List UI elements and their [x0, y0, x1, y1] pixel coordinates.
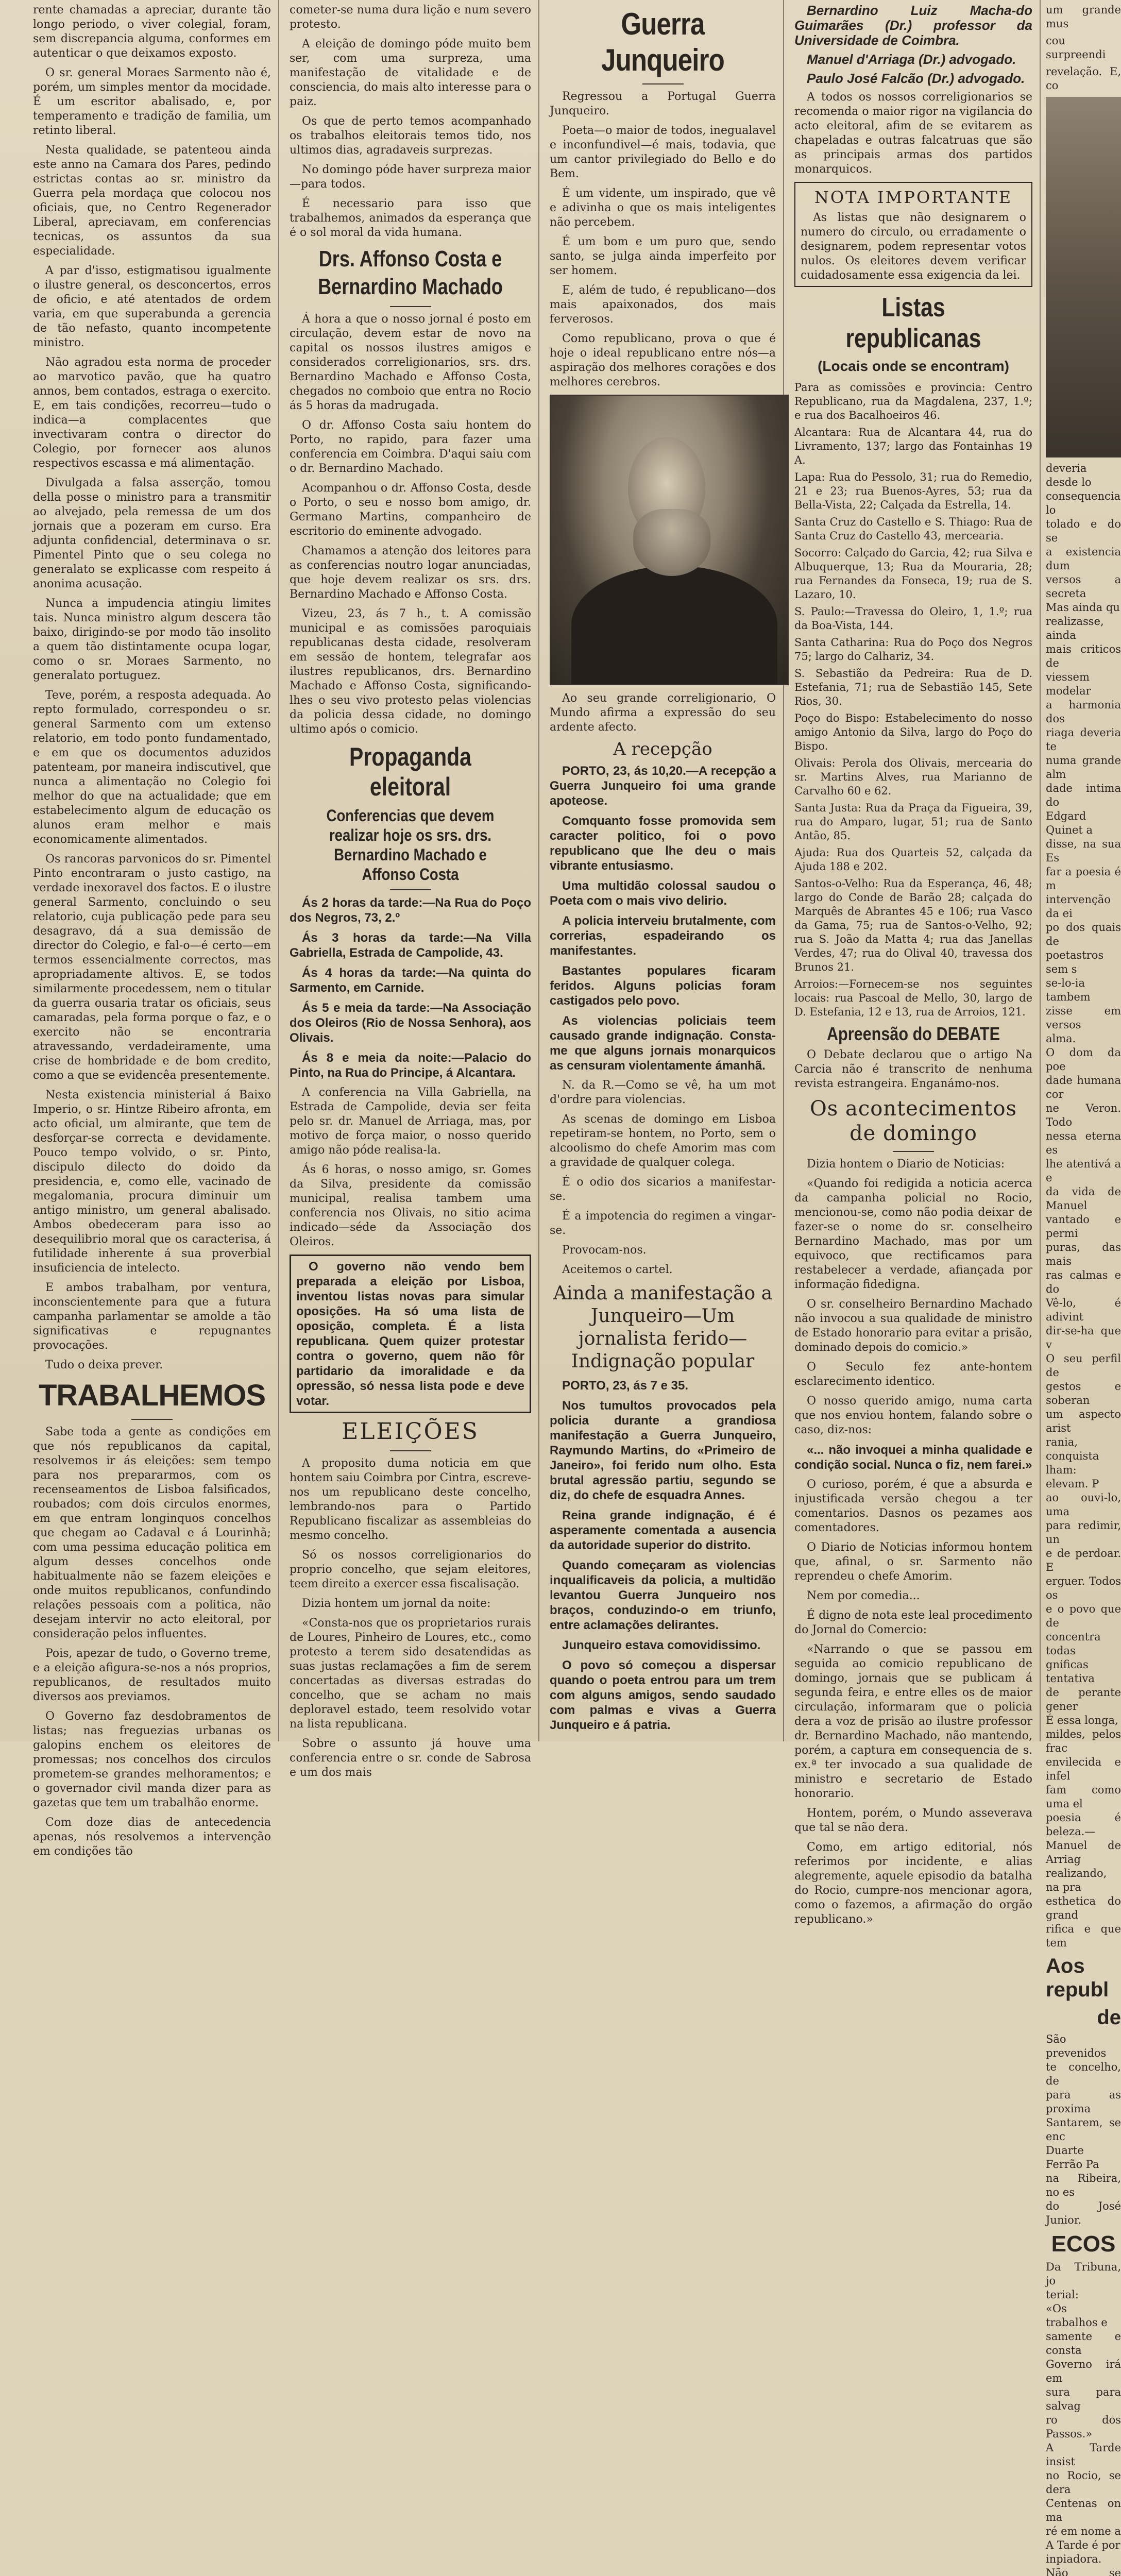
- paragraph: Nem por comedia...: [807, 1589, 920, 1602]
- fragment: na Ribeira, no es: [1046, 2172, 1121, 2198]
- headline-recepcao: A recepção: [613, 739, 712, 759]
- candidate-line: Bernardino Luiz Macha-do Guimarães (Dr.) professor da Universidade de Coimbra.: [794, 3, 1032, 48]
- conference-item: Ás 8 e meia da noite:—Palacio do Pinto, na Rua do Principe, á Alcantara.: [290, 1051, 531, 1080]
- list-item: S. Sebastião da Pedreira: Rua de D. Estefania, 71; rua de Sebastião 145, Sete Rios, 30.: [794, 667, 1032, 707]
- fragment: gnificas tentativa: [1046, 1658, 1095, 1685]
- paragraph: Divulgada a falsa asserção, tomou della posse o ministro para a transmitir ao alvejado, pela remessa de um dos jornais que a pozeram em curso. Era adjunta confidencial, determinava o sr. Pimentel Pinto que o seu colega no generalato se explicasse com respeito á anonima acusação.: [33, 477, 271, 590]
- fragment: ré em nome a: [1046, 2525, 1121, 2537]
- report-line: PORTO, 23, ás 10,20.—A recepção a Guerra Junqueiro foi uma grande apoteose.: [550, 764, 776, 808]
- fragment: samente e consta: [1046, 2330, 1121, 2357]
- paragraph: As scenas de domingo em Lisboa repetiram-se hontem, no Porto, sem o alcoolismo do chefe Amorim mas com a gravidade de qualquer colega.: [550, 1113, 776, 1169]
- paragraph: Tudo o deixa prever.: [45, 1359, 163, 1371]
- fragment: da vida de Manuel: [1046, 1185, 1121, 1212]
- fragment: Mas ainda qu: [1046, 601, 1120, 614]
- headline-nota: NOTA IMPORTANTE: [814, 188, 1013, 207]
- paragraph: Nunca a impudencia atingiu limites tais. Nunca ministro algum descera tão baixo, dirigindo-se por modo tão insolito a quem tão distintamente ocupa logar, como o sr. Moraes Sarmento, no generalato portuguez.: [33, 597, 271, 682]
- paragraph: Os que de perto temos acompanhado os trabalhos eleitorais temos tido, nos ultimos dias, agradaveis surprezas.: [290, 115, 531, 157]
- portrait-coat: [571, 566, 777, 684]
- paragraph: É o odio dos sicarios a manifestar-se.: [550, 1176, 776, 1203]
- headline-drs: Drs. Affonso Costa e Bernardino Machado: [318, 246, 503, 299]
- paragraph: É um bom e um puro que, sendo santo, se julga ainda imperfeito por ser homem.: [550, 235, 776, 277]
- paragraph: Dizia hontem o Diario de Noticias:: [807, 1158, 1005, 1171]
- fragment: envilecida e infel: [1046, 1756, 1121, 1782]
- paragraph: A proposito duma noticia em que hontem saiu Coimbra por Cintra, escreve-nos um republicano deste concelho, lembrando-nos para o Partido Republicano fiscalizar as assembleias do mesmo concelho.: [290, 1457, 531, 1542]
- paragraph: Com doze dias de antecedencia apenas, nós resolvemos a intervenção em condições tão: [33, 1816, 271, 1858]
- fragment: e de perdoar. E: [1046, 1547, 1121, 1573]
- fragment: Duarte Ferrão Pa: [1046, 2144, 1099, 2171]
- headline-eleicoes: ELEIÇÕES: [342, 1418, 479, 1445]
- fragment: do José Junior.: [1046, 2200, 1121, 2226]
- paragraph: E ambos trabalham, por ventura, inconscientemente para que a futura campanha parlamentar se amolde a tão significativas e repugnantes provocações.: [33, 1281, 271, 1352]
- fragment: se-lo-ia tambem: [1046, 977, 1091, 1003]
- paragraph: Regressou a Portugal Guerra Junqueiro.: [550, 90, 776, 117]
- fragment: lham: elevam. P: [1046, 1464, 1099, 1490]
- paragraph: É um vidente, um inspirado, que vê e adivinha o que os mais inteligentes não percebem.: [550, 187, 776, 229]
- paragraph: Ao seu grande correligionario, O Mundo afirma a expressão do seu ardente afecto.: [550, 692, 776, 734]
- report-line: Junqueiro estava comovidissimo.: [562, 1638, 761, 1652]
- subheadline-conferencias: Conferencias que devem realizar hoje os srs. drs. Bernardino Machado e Affonso Costa: [326, 806, 495, 884]
- fragment: realizasse, ainda: [1046, 615, 1104, 641]
- list-item: Santos-o-Velho: Rua da Esperança, 46, 48; largo do Conde de Barão 28; calçada do Marquês de Abrantes 45 e 106; rua Vasco da Gama, 75; rua de Santos-o-Velho, 92; rua S. João da Matta 4; rua das Janellas Verdes, 47; rua do Olival 40, travessa dos Brunos 21.: [794, 877, 1032, 973]
- fragment: um aspecto arist: [1046, 1408, 1121, 1434]
- report-line: Reina grande indignação, é é asperamente comentada a ausencia da autoridade superior do distrito.: [550, 1509, 776, 1552]
- paragraph: Só os nossos correligionarios do proprio concelho, que sejam eleitores, teem direito a exercer essa fiscalisação.: [290, 1549, 531, 1590]
- paragraph: «Consta-nos que os proprietarios rurais de Loures, Pinheiro de Loures, etc., como protesto a terem sido desatendidas as suas justas reclamações a fim de serem concertadas as diversas estradas do concelho, que se acham no mais deploravel estado, teem resolvido votar na lista republicana.: [290, 1617, 531, 1731]
- fragment: a existencia dum: [1046, 546, 1121, 572]
- paragraph: Sabe toda a gente as condições em que nós republicanos da capital, resolvemos ir ás eleições: sem tempo para nos prepararmos, com os recenseamentos de Lisboa falsificados, roubados; com dois circulos enormes, em que entram longinquos concelhos que chegam ao Cadaval e á Lourinhã; com uma pessima educação politica em algum desses concelhos onde habitualmente não se fazem eleições e onde muitos republicanos, confundindo relações pessoais com a politica, não desejam intervir no acto eleitoral, por consideração pelos influentes.: [33, 1426, 271, 1640]
- fragment: a harmonia dos: [1046, 699, 1121, 725]
- fragment: consequencia lo: [1046, 490, 1121, 516]
- list-item: Para as comissões e provincia: Centro Republicano, rua da Magdalena, 237, 1.º; e rua dos Bacalhoeiros 46.: [794, 381, 1032, 421]
- fragment: puras, das mais: [1046, 1241, 1121, 1267]
- paragraph: O Debate declarou que o artigo Na Carcia não é transcrito de nenhuma revista estrangeira. Enganámo-nos.: [794, 1048, 1032, 1090]
- list-item: Santa Cruz do Castello e S. Thiago: Rua de Santa Cruz do Castello 43, mercearia.: [794, 516, 1032, 542]
- subheadline-locais: (Locais onde se encontram): [818, 358, 1009, 374]
- paragraph: É necessario para isso que trabalhemos, animados da esperança que é o sol moral da vida humana.: [290, 197, 531, 239]
- fragment: ne Veron. Todo: [1046, 1102, 1121, 1128]
- column-5: [1043, 0, 1121, 2576]
- headline-republicanos-2: de: [1097, 2006, 1121, 2029]
- fragment: disse, na sua Es: [1046, 838, 1121, 864]
- fragment: po dos quais de: [1046, 921, 1121, 947]
- report-line: PORTO, 23, ás 7 e 35.: [562, 1379, 689, 1393]
- paragraph: E, além de tudo, é republicano—dos mais apaixonados, dos mais ferverosos.: [550, 284, 776, 326]
- paragraph: Hontem, porém, o Mundo asseverava que tal se não dera.: [794, 1807, 1032, 1834]
- fragment: nessa eterna es: [1046, 1130, 1121, 1156]
- headline-listas: Listas republicanas: [845, 293, 981, 353]
- column-1: [26, 0, 278, 1858]
- paragraph: O Governo faz desdobramentos de listas; nas freguezias urbanas os galopins enchem os eleitores de promessas; nos concelhos dos circulos prometem-se grandes melhoramentos; e o governador civil manda dizer para as gazetas que tem um trabalhão enorme.: [33, 1710, 271, 1809]
- fragment: far a poesia é m: [1046, 866, 1121, 892]
- paragraph: Nesta qualidade, se patenteou ainda este anno na Camara dos Pares, pedindo estrictas contas ao sr. ministro da Guerra pela mordaça que colocou nos oficiais, que, no Centro Regenerador Liberal, apreciavam, em conferencias tecnicas, os assuntos da sua especialidade.: [33, 144, 271, 258]
- fragment: Edgard Quinet a: [1046, 810, 1093, 836]
- list-item: S. Paulo:—Travessa do Oleiro, 1, 1.º; rua da Boa-Vista, 144.: [794, 605, 1032, 632]
- report-line: Uma multidão colossal saudou o Poeta com o mais vivo delirio.: [550, 879, 776, 908]
- fragment: Vê-lo, é adivint: [1046, 1297, 1121, 1323]
- fragment: te concelho, de: [1046, 2061, 1121, 2087]
- fragment: riaga deveria te: [1046, 726, 1121, 753]
- paragraph: «Narrando o que se passou em seguida ao comicio republicano de domingo, jornais que se publicam á segunda feira, e entre elles os de maior circulação, informaram que o policia dera a voz de prisão ao ilustre professor dr. Bernardino Machado, não mantendo, porém, a captura em consequencia de s. ex.ª ter invocado a sua qualidade de ministro e secretario de Estado honorario.: [794, 1643, 1032, 1800]
- fragment: ao ouvi-lo, uma: [1046, 1492, 1121, 1518]
- paragraph: O Diario de Noticias informou hontem que, afinal, o sr. Sarmento não reprendeu o chefe Amorim.: [794, 1541, 1032, 1583]
- fragment: versos a secreta: [1046, 573, 1121, 600]
- column-3: [542, 0, 783, 1741]
- paragraph: O sr. general Moraes Sarmento não é, porém, um simples mentor da mocidade. É um escritor abalisado, e, por temperamento e tradição de familia, um retinto liberal.: [33, 66, 271, 137]
- fragment: rifica e que tem: [1046, 1923, 1121, 1949]
- report-line: Bastantes populares ficaram feridos. Alguns policias foram castigados pelo povo.: [550, 964, 776, 1008]
- fragment: gestos e soberan: [1046, 1380, 1121, 1406]
- fragment: um grande mus: [1046, 4, 1121, 30]
- portrait-fragment: [1046, 97, 1121, 457]
- fragment: lhe atentivá a e: [1046, 1158, 1121, 1184]
- fragment: para redimir, un: [1046, 1519, 1121, 1546]
- fragment: A Tarde é por: [1046, 2539, 1120, 2551]
- notice-text: O governo não vendo bem preparada a eleição por Lisboa, inventou listas novas para simular oposições. Ha só uma lista de oposição, completa. É a lista republicana. Quem quizer protestar contra o governo, quem não fôr partidario da imoralidade e da opressão, só nessa lista pode e deve votar.: [296, 1260, 524, 1408]
- notice-box: [794, 182, 1032, 287]
- list-item: Alcantara: Rua de Alcantara 44, rua do Livramento, 137; largo das Fontainhas 19 A.: [794, 426, 1032, 466]
- fragment: numa grande alm: [1046, 754, 1121, 781]
- fragment: O seu perfil de: [1046, 1352, 1121, 1379]
- fragment: dade intima do: [1046, 782, 1121, 808]
- paragraph: Pois, apezar de tudo, o Governo treme, e a eleição afigura-se-nos a nós proprios, republicanos, de resultados muito diversos aos previamos.: [33, 1647, 271, 1703]
- fragment: São prevenidos: [1046, 2033, 1107, 2059]
- fragment: para as proxima: [1046, 2089, 1121, 2115]
- paragraph: N. da R.—Como se vê, ha um mot d'ordre para violencias.: [550, 1079, 776, 1106]
- list-item: Santa Justa: Rua da Praça da Figueira, 39, rua do Amparo, lugar, 51; rua de Santo Antão, 85.: [794, 802, 1032, 842]
- junqueiro-portrait: [550, 395, 789, 685]
- fragment: A Tarde insist: [1046, 2442, 1121, 2468]
- paragraph: Chamamos a atenção dos leitores para as conferencias noutro logar anunciadas, que hoje devem realizar os srs. drs. Bernardino Machado e Affonso Costa.: [290, 545, 531, 601]
- fragment: «Os trabalhos e: [1046, 2302, 1108, 2329]
- paragraph: Sobre o assunto já houve uma conferencia entre o sr. conde de Sabrosa e um dos mais: [290, 1737, 531, 1779]
- separator: [893, 1151, 934, 1152]
- paragraph: No domingo póde haver surpreza maior—para todos.: [290, 163, 531, 191]
- fragment: de perante gener: [1046, 1686, 1121, 1713]
- headline-apreensao: Apreensão do DEBATE: [826, 1023, 1000, 1044]
- paragraph: Como, em artigo editorial, nós referimos por incidente, e alias alegremente, aquele episodio da batalha do Rocio, cumpre-nos mencionar agora, como o fazemos, a afirmação do orgão republicano.»: [794, 1841, 1032, 1926]
- conference-item: Ás 4 horas da tarde:—Na quinta do Sarmento, em Carnide.: [290, 966, 531, 995]
- report-line: Comquanto fosse promovida sem caracter politico, foi o povo republicano que lhe deu o mais vibrante entusiasmo.: [550, 814, 776, 873]
- fragment: tolado e do se: [1046, 518, 1121, 544]
- fragment-list: [1046, 462, 1121, 1950]
- paragraph: Vizeu, 23, ás 7 h., t. A comissão municipal e as comissões paroquiais republicanas desta cidade, resolveram em sessão de hontem, telegrafar aos ilustres republicanos, drs. Bernardino Machado e Affonso Costa, significando-lhes o seu vivo protesto pelas violencias da policia dessa cidade, no domingo ultimo após o comicio.: [290, 607, 531, 736]
- paragraph: Á hora a que o nosso jornal é posto em circulação, devem estar de novo na capital os nossos ilustres amigos e considerados correligionarios, srs. drs. Bernardino Machado e Affonso Costa, chegados no comboio que entra no Rocio ás 5 horas da madrugada.: [290, 313, 531, 412]
- quote: «... não invoquei a minha qualidade e condição social. Nunca o fiz, nem farei.»: [794, 1443, 1032, 1472]
- fragment: revelação. E, co: [1046, 65, 1121, 92]
- fragment: zisse em versos: [1046, 1005, 1121, 1031]
- fragment: O dom da poe: [1046, 1046, 1121, 1073]
- column-rule: [783, 0, 784, 1741]
- list-item: Socorro: Calçado do Garcia, 42; rua Silva e Albuquerque, 13; Rua da Mouraria, 28; rua Fernandes da Fonseca, 19; rua de S. Lazaro, 10.: [794, 547, 1032, 601]
- paragraph: O dr. Affonso Costa saiu hontem do Porto, no rapido, para fazer uma conferencia em Coimbra. D'aqui saiu com o dr. Bernardino Machado.: [290, 419, 531, 475]
- fragment: deveria desde lo: [1046, 462, 1092, 488]
- fragment: poetastros sem s: [1046, 949, 1104, 975]
- report-line: Quando começaram as violencias inqualificaveis da policia, a multidão levantou Guerra Junqueiro nos braços, conduzindo-o em triunfo, entre aclamações delirantes.: [550, 1558, 776, 1632]
- separator: [131, 1419, 173, 1420]
- list-item: Poço do Bispo: Estabelecimento do nosso amigo Antonio da Silva, largo do Poço do Bispo.: [794, 712, 1032, 752]
- separator: [390, 889, 431, 890]
- paragraph: Nesta existencia ministerial á Baixo Imperio, o sr. Hintze Ribeiro afronta, em acto oficial, um almirante, que tem de desforçar-se correcta e devidamente. Pouco tempo volvido, o sr. Pinto, discipulo dilecto do doido da presidencia, e, como elle, vacinado de megalomania, procura diminuir um antigo ministro, um general abalisado. Ambos obedeceram para isso ao desequilibrio moral que os caracterisa, á futilidade inherente á sua proverbial insuficiencia de intelecto.: [33, 1089, 271, 1275]
- paragraph: O curioso, porém, é que a absurda e injustificada versão chegou a ter comentarios. Dasnos os pezames aos comentadores.: [794, 1478, 1032, 1534]
- list-item: Ajuda: Rua dos Quarteis 52, calçada da Ajuda 188 e 202.: [794, 846, 1032, 873]
- paragraph: A todos os nossos correligionarios se recomenda o maior rigor na vigilancia do acto eleitoral, afim de se evitarem as chapeladas e outras falcatruas que são as principais armas dos partidos monarquicos.: [794, 91, 1032, 176]
- headline-trabalhemos: TRABALHEMOS: [38, 1379, 266, 1412]
- column-rule: [1040, 0, 1041, 1741]
- fragment: poesia é beleza.—: [1046, 1811, 1121, 1838]
- fragment: Santarem, se enc: [1046, 2116, 1121, 2143]
- separator: [642, 83, 684, 84]
- fragment: Não se: [1046, 2567, 1121, 2576]
- paragraph: A conferencia na Villa Gabriella, na Estrada de Campolide, devia ser feita pelo sr. dr. Manuel de Arriaga, mas, por motivo de força maior, o nosso querido amigo não póde realisa-la.: [290, 1086, 531, 1157]
- separator: [390, 1450, 431, 1451]
- list-item: Santa Catharina: Rua do Poço dos Negros 75; largo do Calhariz, 34.: [794, 636, 1032, 663]
- conference-item: Ás 5 e meia da tarde:—Na Associação dos Oleiros (Rio de Nossa Senhora), aos Olivais.: [290, 1001, 531, 1045]
- headline-ecos: ECOS: [1051, 2231, 1116, 2257]
- paragraph: É digno de nota este leal procedimento do Jornal do Comercio:: [794, 1609, 1032, 1636]
- paragraph: Como republicano, prova o que é hoje o ideal republicano entre nós—a aspiração dos melhores corações e dos melhores cerebros.: [550, 332, 776, 388]
- paragraph: Provocam-nos.: [562, 1244, 647, 1257]
- fragment: Da Tribuna, jo: [1046, 2261, 1121, 2287]
- paragraph: Aceitemos o cartel.: [562, 1263, 673, 1276]
- fragment: vantado e permi: [1046, 1213, 1121, 1240]
- report-line: Nos tumultos provocados pela policia durante a grandiosa manifestação a Guerra Junqueiro, Raymundo Martins, do «Primeiro de Janeiro», foi ferido num olho. Esta brutal agressão partiu, segundo se diz, do chefe de esquadra Annes.: [550, 1399, 776, 1502]
- paragraph: rente chamadas a apreciar, durante tão longo periodo, o viver colegial, foram, sem discrepancia alguma, conformes em autenticar o que deixamos exposto.: [33, 4, 271, 60]
- fragment: alma.: [1046, 1032, 1076, 1045]
- paragraph: «Quando foi redigida a noticia acerca da campanha policial no Rocio, mencionou-se, como não podia deixar de fazer-se o nome do sr. conselheiro Bernardino Machado, mas por um equivoco, que rectificamos para restabelecer a verdade, afiançada por informação fidedigna.: [794, 1177, 1032, 1291]
- paragraph: Os rancoras parvonicos do sr. Pimentel Pinto encontraram o justo castigo, na verdade inexoravel dos factos. E o ilustre general Sarmento, concluindo o seu relatorio, cuja publicação pede para seu desagravo, dá a sua demissão de director do Colegio, e fal-o—é certo—em termos essencialmente correctos, mas apropriadamente altivos. E, se todos similarmente procedessem, nem o titular da guerra ousaria tratar os oficiais, seus camaradas, pela forma porque o faz, e o exercito não se encontraria atravessando, verdadeiramente, uma crise de hombridade e de bom credito, como a que se evidencêa presentemente.: [33, 853, 271, 1082]
- fragment: erguer. Todos os: [1046, 1575, 1121, 1601]
- portrait-beard: [633, 509, 710, 576]
- separator: [390, 306, 431, 307]
- fragment-list: [1046, 2260, 1121, 2576]
- fragment: concentra todas: [1046, 1631, 1101, 1657]
- fragment: esthetica do grand: [1046, 1895, 1121, 1921]
- column-rule: [538, 0, 539, 1741]
- paragraph: Ás 6 horas, o nosso amigo, sr. Gomes da Silva, presidente da comissão municipal, realisa tambem uma conferencia nos Olivais, no sitio acima indicado—séde da Associação dos Oleiros.: [290, 1163, 531, 1248]
- headline-acontecimentos: Os acontecimentos de domingo: [809, 1097, 1017, 1145]
- fragment: mildes, pelos frac: [1046, 1728, 1121, 1754]
- paragraph: Não agradou esta norma de proceder ao marvotico pavão, que ha quatro annos, bem contados, estraga o exercito. E, em tais condições, recorreu—tudo o indica—a complacentes que invectivaram contra o director do Colegio, por fornecer aos alunos respectivos escassa e má alimentação.: [33, 356, 271, 470]
- fragment: ro dos Passos.»: [1046, 2414, 1121, 2440]
- fragment: inpiadora.: [1046, 2553, 1102, 2565]
- paragraph: Teve, porém, a resposta adequada. Ao repto formulado, correspondeu o sr. general Sarmento com um extenso relatorio, em todo ponto fundamentado, e em que os documentos aduzidos patenteam, por maneira indiscutivel, que nunca a alimentação no Colegio foi melhor do que na actualidade; que em estabelecimento algum de educação os alunos eram melhor e mais economicamente alimentados.: [33, 689, 271, 846]
- paragraph: O nosso querido amigo, numa carta que nos enviou hontem, falando sobre o caso, diz-nos:: [794, 1395, 1032, 1436]
- fragment: sura para salvag: [1046, 2386, 1121, 2412]
- paragraph: O Seculo fez ante-hontem esclarecimento identico.: [794, 1361, 1032, 1388]
- fragment: rania, conquista: [1046, 1436, 1099, 1462]
- list-item: Arroios:—Fornecem-se nos seguintes locais: rua Pascoal de Mello, 30, largo de D. Estefania, 12 e 13, rua de Arroios, 121.: [794, 978, 1032, 1018]
- report-line: A policia interveiu brutalmente, com correrias, espadeirando os manifestantes.: [550, 914, 776, 958]
- fragment: Governo irá em: [1046, 2358, 1121, 2384]
- fragment: fam como uma el: [1046, 1784, 1121, 1810]
- paragraph: Poeta—o maior de todos, inegualavel e inconfundivel—é mais, todavia, que um cantor privilegiado do Bello e do Bem.: [550, 124, 776, 180]
- fragment: dade humana cor: [1046, 1074, 1121, 1100]
- column-rule: [278, 0, 279, 1741]
- fragment: Centenas on ma: [1046, 2497, 1121, 2523]
- paragraph: cometer-se numa dura lição e num severo protesto.: [290, 4, 531, 31]
- fragment: realizando, na pra: [1046, 1867, 1107, 1893]
- paragraph: É a impotencia do regimen a vingar-se.: [550, 1210, 776, 1237]
- candidate-line: Manuel d'Arriaga (Dr.) advogado.: [807, 52, 1016, 67]
- paragraph: O sr. conselheiro Bernardino Machado não invocou a sua qualidade de ministro de Estado honorario para evitar a prisão, dominado depois do comicio.»: [794, 1298, 1032, 1354]
- headline-ainda: Ainda a manifestação a Junqueiro—Um jornalista ferido—Indignação popular: [553, 1283, 773, 1372]
- headline-republicanos: Aos republ: [1046, 1955, 1109, 2001]
- column-4: [787, 0, 1040, 1926]
- fragment: dir-se-ha que v: [1046, 1325, 1121, 1351]
- candidate-line: Paulo José Falcão (Dr.) advogado.: [807, 71, 1025, 86]
- fragment: no Rocio, se dera: [1046, 2469, 1121, 2496]
- fragment: mais criticos de: [1046, 643, 1121, 669]
- notice-box: [290, 1255, 531, 1413]
- fragment: terial:: [1046, 2289, 1079, 2301]
- fragment: viessem modelar: [1046, 671, 1091, 697]
- fragment: e o povo que de: [1046, 1603, 1121, 1629]
- report-line: O povo só começou a dispersar quando o poeta entrou para um trem com alguns amigos, sendo saudado com palmas e vivas a Guerra Junqueiro e á patria.: [550, 1658, 776, 1732]
- paragraph: A eleição de domingo póde muito bem ser, com uma surpreza, uma manifestação de vitalidade e de consciencia, do mais alto interesse para o paiz.: [290, 38, 531, 108]
- fragment-list: [1046, 2032, 1121, 2227]
- list-item: Lapa: Rua do Pessolo, 31; rua do Remedio, 21 e 23; rua Buenos-Ayres, 53; rua da Bella-Vista, 22; Calçada da Estrella, 14.: [794, 471, 1032, 511]
- fragment: intervenção da ei: [1046, 893, 1111, 920]
- report-line: As violencias policiais teem causado grande indignação. Consta-me que alguns jornais monarquicos as censuram violentamente ámanhã.: [550, 1014, 776, 1073]
- fragment: É essa longa,: [1046, 1714, 1118, 1726]
- paragraph: A par d'isso, estigmatisou igualmente o ilustre general, os desconcertos, erros de oficio, e até atentados de ordem varia, em que superabunda a gerencia de tão nefasto, quanto incompetente ministro.: [33, 264, 271, 349]
- headline-guerra-junqueiro: Guerra Junqueiro: [601, 7, 724, 77]
- headline-propaganda: Propaganda eleitoral: [349, 742, 471, 801]
- paragraph: Dizia hontem um jornal da noite:: [302, 1597, 491, 1610]
- fragment: ras calmas e do: [1046, 1269, 1121, 1295]
- paragraph: As listas que não designarem o numero do circulo, ou erradamente o designarem, podem representar votos nulos. Os eleitores devem verificar cuidadosamente essa exigencia da lei.: [801, 211, 1026, 282]
- column-2: [282, 0, 538, 1779]
- fragment: Manuel de Arriag: [1046, 1839, 1121, 1866]
- fragment: cou surpreendi: [1046, 35, 1106, 61]
- conference-item: Ás 2 horas da tarde:—Na Rua do Poço dos Negros, 73, 2.º: [290, 896, 531, 925]
- paragraph: Acompanhou o dr. Affonso Costa, desde o Porto, o seu e nosso bom amigo, dr. Germano Martins, companheiro de escritorio do eminente advogado.: [290, 482, 531, 538]
- conference-item: Ás 3 horas da tarde:—Na Villa Gabriella, Estrada de Campolide, 43.: [290, 931, 531, 960]
- list-item: Olivais: Perola dos Olivais, mercearia do sr. Martins Alves, rua Marianno de Carvalho 60 e 62.: [794, 757, 1032, 797]
